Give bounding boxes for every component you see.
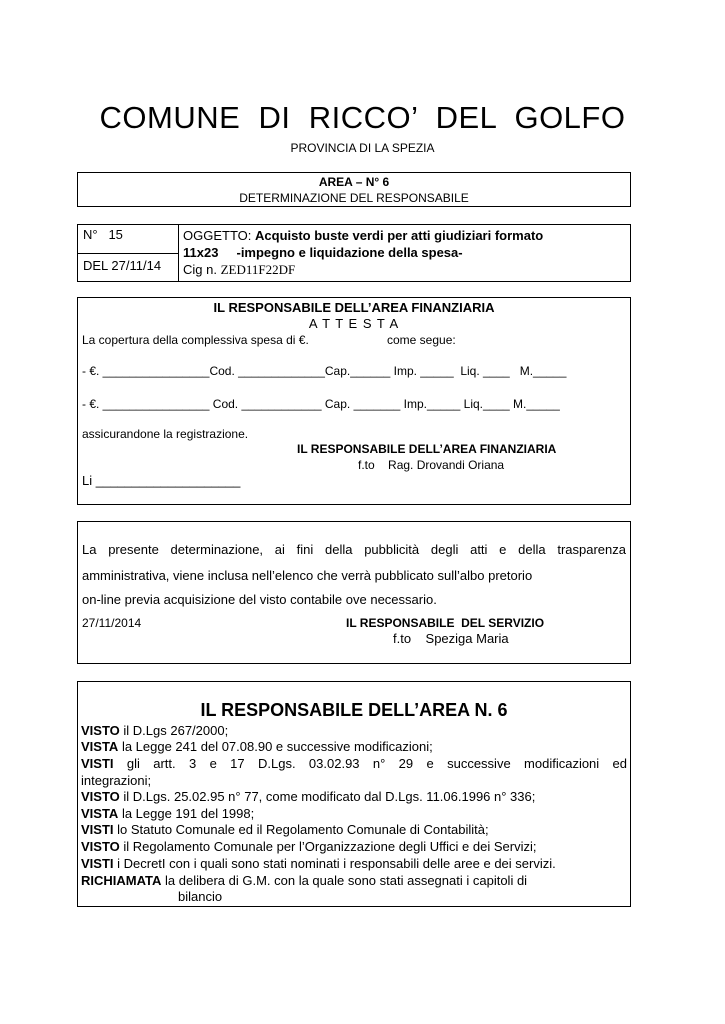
visto-item-continuation (81, 773, 627, 788)
coverage-intro: La copertura della complessiva spesa di €. (82, 333, 309, 347)
visto-item (81, 839, 627, 854)
cig-line (183, 262, 295, 278)
richiamata-text: la delibera di G.M. con la quale sono stati assegnati i capitoli di (161, 873, 528, 888)
finance-signer (358, 458, 504, 472)
richiamata-item (81, 873, 627, 888)
visto-text: integrazioni; (81, 773, 152, 788)
coverage-intro-suffix: come segue: (387, 333, 456, 347)
attesta-label: A T T E S T A (308, 316, 400, 331)
visto-text: gli artt. 3 e 17 D.Lgs. 03.02.93 n° 29 e successive modificazioni ed (113, 756, 627, 771)
area-number: AREA – N° 6 (318, 175, 390, 189)
visto-text: lo Statuto Comunale ed il Regolamento Comunale di Contabilità; (113, 822, 489, 837)
visto-item (81, 756, 627, 771)
coverage-row-1: - €. ________________Cod. _____________Cap.______ Imp. _____ Liq. ____ M._____ (82, 364, 567, 378)
richiamata-continuation (178, 889, 627, 904)
service-signer (393, 631, 509, 646)
visto-item (81, 739, 627, 754)
cig-value: ZED11F22DF (220, 262, 296, 277)
coverage-row-2: - €. ________________ Cod. ____________ Cap. _______ Imp._____ Liq.____ M._____ (82, 397, 560, 411)
visto-key: VISTO (81, 723, 120, 738)
visto-item (81, 822, 627, 837)
li-line: Li ____________________ (82, 473, 241, 488)
richiamata-text: bilancio (178, 889, 223, 904)
service-signer-title: IL RESPONSABILE DEL SERVIZIO (346, 616, 545, 630)
visto-key: VISTO (81, 789, 120, 804)
visto-text: il D.Lgs 267/2000; (119, 723, 229, 738)
finance-heading: IL RESPONSABILE DELL’AREA FINANZIARIA (213, 300, 495, 315)
service-signer-name: Speziga Maria (425, 631, 509, 646)
visto-key: VISTI (81, 822, 114, 837)
service-signer-fto: f.to (393, 631, 412, 646)
page-title: COMUNE DI RICCO’ DEL GOLFO (99, 100, 626, 135)
finance-box (77, 297, 631, 505)
oggetto-line1 (183, 228, 543, 243)
visto-key: VISTO (81, 839, 120, 854)
visto-item (81, 789, 627, 804)
visto-text: i DecretI con i quali sono stati nominati i responsabili delle aree e dei servizi. (113, 856, 556, 871)
visto-text: la Legge 191 del 1998; (118, 806, 255, 821)
visto-item (81, 856, 627, 871)
oggetto-label: OGGETTO: (183, 228, 252, 243)
area6-heading: IL RESPONSABILE DELL’AREA N. 6 (200, 700, 508, 720)
page-subtitle: PROVINCIA DI LA SPEZIA (290, 141, 435, 155)
visto-text: il D.Lgs. 25.02.95 n° 77, come modificato dal D.Lgs. 11.06.1996 n° 336; (119, 789, 536, 804)
richiamata-key: RICHIAMATA (81, 873, 162, 888)
publication-line-3: on-line previa acquisizione del visto contabile ove necessario. (82, 592, 437, 607)
visto-text: il Regolamento Comunale per l’Organizzazione degli Uffici e dei Servizi; (119, 839, 537, 854)
determination-date: DEL 27/11/14 (83, 258, 162, 273)
subject-box (77, 224, 631, 282)
registration-text: assicurandone la registrazione. (82, 427, 249, 441)
publication-line-2: amministrativa, viene inclusa nell’elenco che verrà pubblicato sull’albo pretorio (82, 568, 533, 583)
finance-signer-name: Rag. Drovandi Oriana (388, 458, 505, 472)
oggetto-text: Acquisto buste verdi per atti giudiziari formato (255, 228, 544, 243)
publication-line-1: La presente determinazione, ai fini della pubblicità degli atti e della trasparenza (82, 542, 626, 557)
determination-number (83, 227, 123, 242)
visto-key: VISTI (81, 856, 114, 871)
publication-date: 27/11/2014 (82, 616, 142, 630)
visto-key: VISTA (81, 739, 119, 754)
subject-divider-vertical (178, 225, 179, 281)
cig-label: Cig n. (183, 262, 217, 277)
finance-signer-fto: f.to (358, 458, 375, 472)
area6-box (77, 681, 631, 907)
visto-key: VISTI (81, 756, 114, 771)
area-determination: DETERMINAZIONE DEL RESPONSABILE (239, 191, 469, 205)
visto-item (81, 806, 627, 821)
visto-text: la Legge 241 del 07.08.90 e successive modificazioni; (118, 739, 433, 754)
number-label: N° (83, 227, 98, 242)
number-value: 15 (108, 227, 123, 242)
visto-item (81, 723, 627, 738)
oggetto-line2: 11x23 -impegno e liquidazione della spesa- (183, 245, 463, 260)
area-box (77, 172, 631, 207)
visto-key: VISTA (81, 806, 119, 821)
publication-box (77, 521, 631, 664)
finance-signer-title: IL RESPONSABILE DELL’AREA FINANZIARIA (297, 442, 557, 456)
subject-divider-horizontal (78, 253, 178, 254)
